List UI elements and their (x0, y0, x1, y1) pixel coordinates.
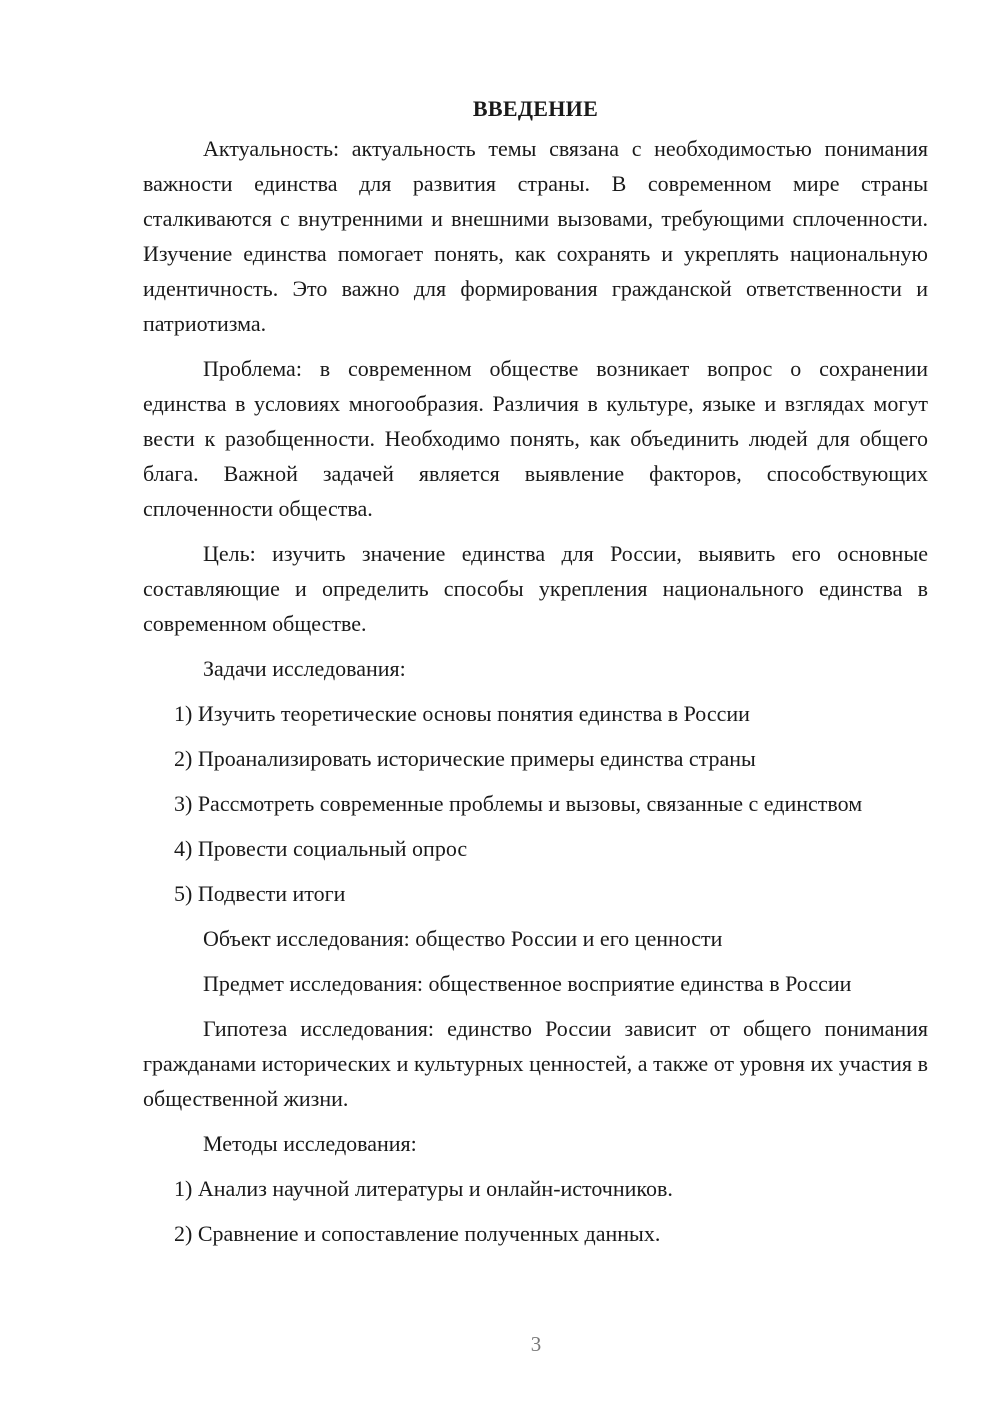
method-item-1: 1) Анализ научной литературы и онлайн-источников. (174, 1176, 673, 1201)
methods-heading: Методы исследования: (203, 1131, 417, 1156)
method-item-2: 2) Сравнение и сопоставление полученных данных. (174, 1221, 661, 1246)
task-item-2: 2) Проанализировать исторические примеры единства страны (174, 746, 756, 771)
paragraph-relevance: Актуальность: актуальность темы связана с необходимостью понимания важности единства для развития страны. В современном мире страны сталкиваются с внутренними и внешними вызовами, требующими сплоченности. Изучение единства помогает понять, как сохранять и укреплять национальную идентичность. Это важно для формирования гражданской ответственности и патриотизма. (143, 136, 928, 336)
paragraph-problem: Проблема: в современном обществе возникает вопрос о сохранении единства в условиях многообразия. Различия в культуре, языке и взглядах могут вести к разобщенности. Необходимо понять, как объединить людей для общего блага. Важной задачей является выявление факторов, способствующих сплоченности общества. (143, 356, 928, 521)
paragraph-subject: Предмет исследования: общественное восприятие единства в России (203, 971, 852, 996)
task-item-3: 3) Рассмотреть современные проблемы и вызовы, связанные с единством (174, 791, 863, 816)
page-title: ВВЕДЕНИЕ (472, 96, 599, 121)
methods-list (143, 1171, 928, 1251)
task-item-5: 5) Подвести итоги (174, 881, 346, 906)
page-number: 3 (530, 1332, 542, 1356)
task-item-4: 4) Провести социальный опрос (174, 836, 468, 861)
paragraph-goal: Цель: изучить значение единства для России, выявить его основные составляющие и определить способы укрепления национального единства в современном обществе. (143, 541, 928, 636)
tasks-heading: Задачи исследования: (203, 656, 406, 681)
task-item-1: 1) Изучить теоретические основы понятия единства в России (174, 701, 750, 726)
paragraph-object: Объект исследования: общество России и его ценности (203, 926, 723, 951)
document-page (143, 88, 928, 1318)
tasks-list (143, 696, 928, 911)
paragraph-hypothesis: Гипотеза исследования: единство России зависит от общего понимания гражданами исторических и культурных ценностей, а также от уровня их участия в общественной жизни. (143, 1016, 928, 1111)
